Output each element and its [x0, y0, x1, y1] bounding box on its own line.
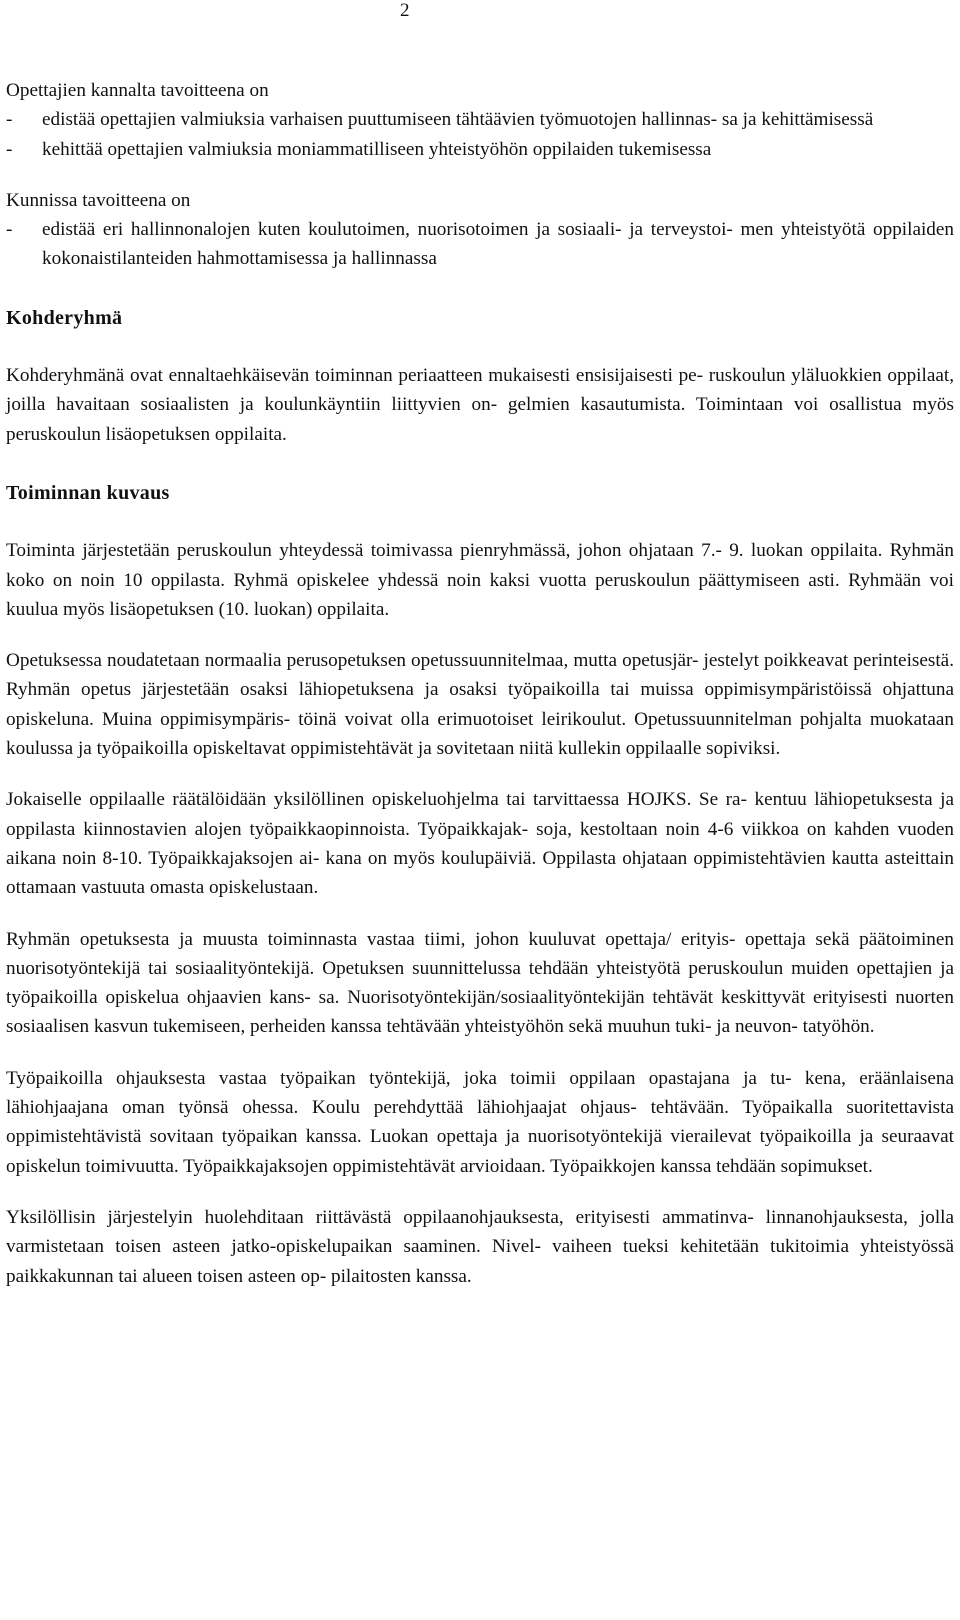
target-group-paragraph: Kohderyhmänä ovat ennaltaehkäisevän toiminnan periaatteen mukaisesti ensisijaisesti pe- ruskoulun yläluokkien oppilaat, joilla havaitaan sosiaalisten ja koulunkäyntiin liittyvien on- gelmien kasautumista. Toimintaan voi osallistua myös peruskoulun lisäopetuksen oppilaita. [6, 365, 954, 445]
activity-paragraph-6: Yksilöllisin järjestelyin huolehditaan riittävästä oppilaanohjauksesta, erityisesti ammatinva- linnanohjauksesta, jolla varmistetaan toisen asteen jatko-opiskelupaikan saaminen. Nivel- vaiheen tueksi kehitetään tukitoimia yhteistyössä paikkakunnan tai alueen toisen asteen op- pilaitosten kanssa. [6, 1206, 954, 1287]
list-item-text: edistää eri hallinnonalojen kuten koulutoimen, nuorisotoimen ja sosiaali- ja terveystoi- men yhteistyötä oppilaiden kokonaistilanteiden hahmottamisessa ja hallinnassa [42, 219, 954, 270]
section-heading-target-group: Kohderyhmä [6, 306, 123, 329]
activity-paragraph-4: Ryhmän opetuksesta ja muusta toiminnasta vastaa tiimi, johon kuuluvat opettaja/ erityis- opettaja sekä päätoiminen nuorisotyöntekijä tai sosiaalityöntekijä. Opetuksen suunnittelussa tehdään yhteistyötä peruskoulun muiden opettajien ja työpaikoilla opiskelua ohjaavien kans- sa. Nuorisotyöntekijän/sosiaalityöntekijän tehtävät keskittyvät erityisesti nuorten sosiaalisen kasvun tukemiseen, perheiden kanssa tehtävään yhteistyöhön sekä muuhun tuki- ja neuvon- tatyöhön. [6, 928, 954, 1038]
activity-paragraph-3: Jokaiselle oppilaalle räätälöidään yksilöllinen opiskeluohjelma tai tarvittaessa HOJKS. Se ra- kentuu lähiopetuksesta ja oppilasta kiinnostavien alojen työpaikkaopinnoista. Työpaikkajak- soja, kestoltaan noin 4-6 viikkoa on kahden vuoden aikana noin 8-10. Työpaikkajaksojen ai- kana on myös koulupäiviä. Oppilasta ohjataan oppimistehtävien kautta asteittain ottamaan vastuuta omasta opiskelustaan. [6, 789, 954, 899]
section-heading-activity: Toiminnan kuvaus [6, 481, 170, 504]
document-body [6, 76, 954, 1291]
list-item [6, 105, 954, 134]
list-dash: - [6, 219, 13, 241]
list-item-text: edistää opettajien valmiuksia varhaisen puuttumiseen tähtäävien työmuotojen hallinnas- sa ja kehittämisessä [42, 109, 874, 131]
activity-paragraph-5: Työpaikoilla ohjauksesta vastaa työpaikan työntekijä, joka toimii oppilaan opastajana ja tu- kena, eräänlaisena lähiohjaajana oman työnsä ohessa. Koulu perehdyttää lähiohjaajat ohjaus- tehtävään. Työpaikalla suoritettavista oppimistehtävistä sovitaan työpaikan kanssa. Luokan opettaja ja nuorisotyöntekijä vierailevat työpaikoilla ja seuraavat opiskelun toimivuutta. Työpaikkajaksojen oppimistehtävät arvioidaan. Työpaikkojen kanssa tehdään sopimukset. [6, 1067, 954, 1177]
intro-title: Opettajien kannalta tavoitteena on [6, 80, 269, 101]
list-dash: - [6, 109, 13, 131]
municipality-title: Kunnissa tavoitteena on [6, 189, 191, 211]
list-dash: - [6, 138, 13, 160]
activity-paragraph-1: Toiminta järjestetään peruskoulun yhteydessä toimivassa pienryhmässä, johon ohjataan 7.- 9. luokan oppilaita. Ryhmän koko on noin 10 oppilasta. Ryhmä opiskelee yhdessä noin kaksi vuotta peruskoulun päättymiseen asti. Ryhmään voi kuulua myös lisäopetuksen (10. luokan) oppilaita. [6, 540, 954, 620]
list-item [6, 135, 954, 164]
page-number: 2 [400, 0, 410, 21]
list-item-text: kehittää opettajien valmiuksia moniammatilliseen yhteistyöhön oppilaiden tukemisessa [42, 138, 712, 160]
activity-paragraph-2: Opetuksessa noudatetaan normaalia perusopetuksen opetussuunnitelmaa, mutta opetusjär- jestelyt poikkeavat perinteisestä. Ryhmän opetus järjestetään osaksi lähiopetuksena ja osaksi työpaikoilla tai muissa oppimisympäristöissä ohjattuna opiskeluna. Muina oppimisympäris- töinä voivat olla erimuotoiset leirikoulut. Opetussuunnitelman pohjalta muokataan koulussa ja työpaikoilla opiskeltavat oppimistehtävät ja sovitetaan niitä kullekin oppilaalle sopiviksi. [6, 650, 954, 760]
list-item [6, 215, 954, 274]
